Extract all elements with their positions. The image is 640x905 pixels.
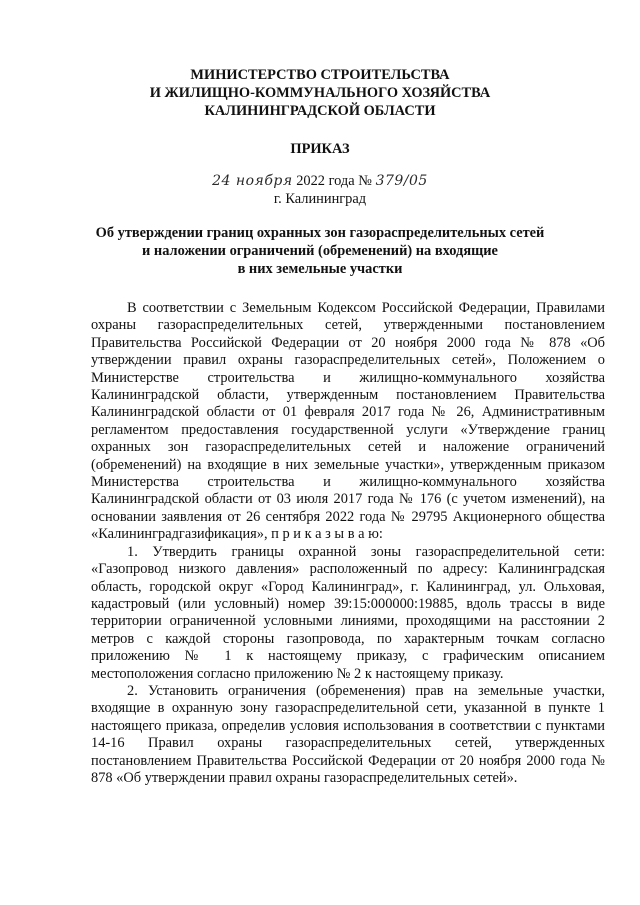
ministry-line-3: КАЛИНИНГРАДСКОЙ ОБЛАСТИ xyxy=(204,103,436,119)
ministry-header xyxy=(0,66,640,120)
printed-date: 2022 года № xyxy=(296,173,372,189)
ministry-line-2: И ЖИЛИЩНО-КОММУНАЛЬНОГО ХОЗЯЙСТВА xyxy=(149,85,491,101)
order-city: г. Калининград xyxy=(273,191,367,207)
subject-line-1: Об утверждении границ охранных зон газораспределительных сетей xyxy=(95,225,545,241)
ministry-line-1: МИНИСТЕРСТВО СТРОИТЕЛЬСТВА xyxy=(190,67,450,83)
handwritten-order-number: 379/05 xyxy=(375,173,428,189)
handwritten-date: 24 ноября xyxy=(212,173,293,189)
subject-line-3: в них земельные участки xyxy=(237,261,403,277)
subject-line-2: и наложении ограничений (обременений) на входящие xyxy=(142,243,498,259)
order-date-line xyxy=(0,172,640,190)
order-title: ПРИКАЗ xyxy=(290,141,350,157)
order-subject xyxy=(0,224,640,278)
order-body xyxy=(91,300,605,787)
preamble-paragraph: В соответствии с Земельным Кодексом Российской Федерации, Правилами охраны газораспределительных сетей, утвержденными постановлением Правительства Российской Федерации от 20 ноября 2000 года № 878 «Об утверждении правил охраны газораспределительных сетей», Положением о Министерстве строительства и жилищно-коммунального хозяйства Калининградской области, утвержденным постановлением Правительства Калининградской области от 01 февраля 2017 года № 26, Административным регламентом предоставления государственной услуги «Утверждение границ охранных зон газораспределительных сетей и наложение ограничений (обременений) на входящие в них земельные участки», утвержденным приказом Министерства строительства и жилищно-коммунального хозяйства Калининградской области от 03 июля 2017 года № 176 (с учетом изменений), на основании заявления от 26 сентября 2022 года № 29795 Акционерного общества «Калининградгазификация», п р и к а з ы в а ю: xyxy=(91,300,605,543)
item-1-paragraph: 1. Утвердить границы охранной зоны газораспределительной сети: «Газопровод низкого давления» расположенный по адресу: Калининградская область, городской округ «Город Калининград», г. Калининград, ул. Ольховая, кадастровый (или условный) номер 39:15:000000:19885, вдоль трассы в виде территории ограниченной условными линиями, проходящими на расстоянии 2 метров с каждой стороны газопровода, по характерным точкам согласно приложению № 1 к настоящему приказу, с графическим описанием местоположения согласно приложению № 2 к настоящему приказу. xyxy=(91,543,605,682)
item-2-paragraph: 2. Установить ограничения (обременения) прав на земельные участки, входящие в охранную зону газораспределительной сети, указанной в пункте 1 настоящего приказа, определив условия использования в соответствии с пунктами 14-16 Правил охраны газораспределительных сетей, утвержденных постановлением Правительства Российской Федерации от 20 ноября 2000 года № 878 «Об утверждении правил охраны газораспределительных сетей». xyxy=(91,682,605,786)
